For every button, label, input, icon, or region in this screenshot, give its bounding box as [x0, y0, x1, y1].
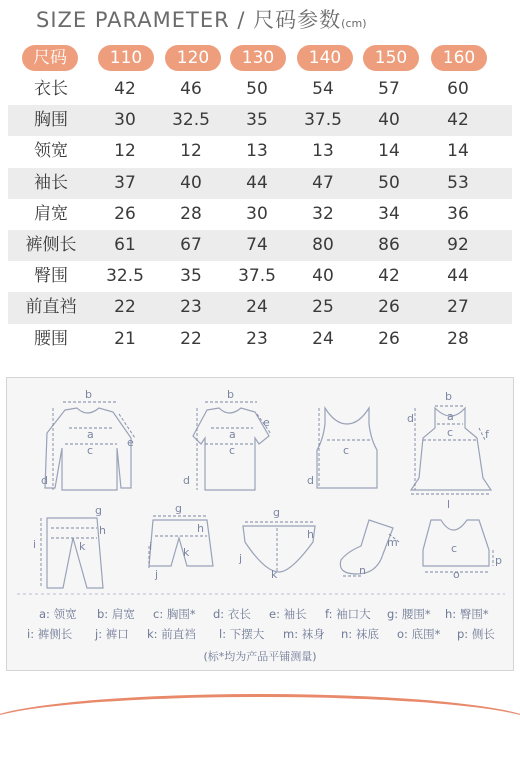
size-value: 14 — [378, 141, 400, 162]
size-row — [8, 199, 512, 230]
diagram-label: c — [87, 444, 94, 457]
diagram-label: g — [273, 506, 280, 519]
legend-item: e: 袖长 — [269, 607, 307, 621]
size-value: 46 — [180, 79, 202, 99]
size-value: 60 — [447, 79, 469, 99]
legend-item: j: 裤口 — [95, 627, 129, 641]
size-value: 22 — [114, 297, 136, 318]
size-value: 92 — [447, 234, 469, 255]
row-label: 前直裆 — [25, 297, 77, 318]
legend-item: h: 臀围* — [445, 607, 489, 621]
diagram-label: g — [175, 502, 182, 515]
page-title — [36, 4, 367, 34]
size-row — [8, 74, 512, 105]
diagram-label: k — [271, 568, 278, 581]
size-value: 13 — [312, 141, 334, 162]
size-value: 26 — [114, 203, 136, 224]
legend-item: p: 侧长 — [457, 627, 495, 641]
size-value: 23 — [246, 328, 268, 349]
legend-item: m: 袜身 — [283, 627, 325, 641]
diagram-label: i — [149, 540, 153, 553]
diagram-label: a — [229, 428, 236, 441]
size-value: 50 — [246, 79, 268, 99]
size-value: 21 — [114, 328, 136, 349]
diagram-label: e — [263, 416, 270, 429]
size-value: 28 — [447, 328, 469, 349]
diagram-label: e — [127, 436, 134, 449]
legend-item: n: 袜底 — [341, 627, 379, 641]
title-main: SIZE PARAMETER / 尺码参数 — [36, 8, 342, 32]
size-120: 120 — [165, 45, 221, 71]
diagram-label: b — [227, 388, 234, 401]
diagram-label: h — [307, 528, 314, 541]
title-unit: (cm) — [341, 17, 367, 30]
size-value: 67 — [180, 234, 202, 255]
row-label: 胸围 — [34, 110, 68, 131]
diagram-label: l — [447, 498, 451, 511]
decorative-arc — [0, 694, 520, 757]
size-value: 30 — [246, 203, 268, 224]
size-value: 26 — [378, 297, 400, 318]
size-value: 42 — [114, 79, 136, 99]
diagram-label: d — [307, 474, 314, 487]
size-value: 40 — [378, 110, 400, 131]
size-value: 32.5 — [106, 266, 144, 287]
size-value: 12 — [180, 141, 202, 162]
diagram-label: b — [445, 390, 452, 403]
size-table — [8, 42, 512, 355]
diagram-label: k — [79, 540, 86, 553]
garment-diagram-panel — [6, 377, 514, 671]
size-value: 40 — [180, 172, 202, 193]
size-value: 23 — [180, 297, 202, 318]
size-value: 13 — [246, 141, 268, 162]
size-row — [8, 261, 512, 292]
diagram-label: j — [239, 552, 243, 565]
size-value: 14 — [447, 141, 469, 162]
diagram-label: j — [155, 568, 159, 581]
size-value: 57 — [378, 79, 400, 99]
size-value: 22 — [180, 328, 202, 349]
diagram-label: p — [495, 554, 502, 567]
row-label: 领宽 — [34, 141, 68, 162]
size-160: 160 — [431, 45, 487, 71]
size-value: 25 — [312, 297, 334, 318]
size-140: 140 — [297, 45, 353, 71]
diagram-label: d — [407, 412, 414, 425]
size-corner-label: 尺码 — [22, 45, 78, 71]
size-value: 47 — [312, 172, 334, 193]
size-value: 37.5 — [238, 266, 276, 287]
legend-item: a: 领宽 — [39, 607, 77, 621]
size-value: 44 — [447, 266, 469, 287]
legend-item: f: 袖口大 — [325, 607, 371, 621]
size-value: 42 — [447, 110, 469, 131]
diagram-label: g — [95, 504, 102, 517]
size-value: 24 — [246, 297, 268, 318]
legend-item: g: 腰围* — [387, 607, 431, 621]
size-value: 37.5 — [304, 110, 342, 131]
size-value: 34 — [378, 203, 400, 224]
size-row — [8, 168, 512, 199]
size-value: 36 — [447, 203, 469, 224]
row-label: 袖长 — [34, 172, 68, 193]
size-value: 32.5 — [172, 110, 210, 131]
size-value: 80 — [312, 234, 334, 255]
diagram-label: d — [183, 474, 190, 487]
legend-item: o: 底围* — [397, 627, 441, 641]
size-150: 150 — [363, 45, 419, 71]
size-value: 37 — [114, 172, 136, 193]
legend-item: l: 下摆大 — [219, 627, 265, 641]
diagram-label: c — [451, 542, 458, 555]
size-value: 74 — [246, 234, 268, 255]
diagram-label: b — [85, 388, 92, 401]
diagram-label: c — [447, 426, 454, 439]
legend-item: k: 前直裆 — [147, 627, 196, 641]
legend-item: d: 衣长 — [213, 607, 251, 621]
size-value: 26 — [378, 328, 400, 349]
size-row — [8, 292, 512, 323]
size-110: 110 — [98, 45, 154, 71]
briefs-outline — [243, 526, 315, 572]
size-value: 53 — [447, 172, 469, 193]
size-value: 35 — [180, 266, 202, 287]
row-label: 臀围 — [34, 266, 68, 287]
sock-outline — [340, 520, 393, 574]
size-row — [8, 105, 512, 136]
size-value: 32 — [312, 203, 334, 224]
size-value: 28 — [180, 203, 202, 224]
row-label: 裤侧长 — [25, 234, 77, 255]
size-row — [8, 324, 512, 355]
diagram-label: o — [453, 568, 460, 581]
size-value: 27 — [447, 297, 469, 318]
diagram-label: d — [41, 474, 48, 487]
diagram-label: n — [359, 564, 366, 577]
size-value: 42 — [378, 266, 400, 287]
diagram-label: h — [197, 522, 204, 535]
size-header-row — [8, 42, 512, 74]
size-value: 61 — [114, 234, 136, 255]
legend-item: c: 胸围* — [153, 607, 196, 621]
size-row — [8, 230, 512, 261]
size-value: 50 — [378, 172, 400, 193]
row-label: 腰围 — [34, 328, 68, 349]
size-value: 54 — [312, 79, 334, 99]
size-value: 40 — [312, 266, 334, 287]
diagram-label: f — [485, 428, 489, 441]
size-value: 12 — [114, 141, 136, 162]
row-label: 衣长 — [34, 79, 68, 99]
diagram-label: c — [229, 444, 236, 457]
trousers-outline — [47, 518, 103, 588]
diagram-label: i — [33, 538, 37, 551]
legend-item: i: 裤侧长 — [27, 627, 73, 641]
measurement-note: (标*均为产品平铺测量) — [203, 650, 317, 663]
size-value: 30 — [114, 110, 136, 131]
diagram-label: k — [183, 546, 190, 559]
size-value: 24 — [312, 328, 334, 349]
size-value: 35 — [246, 110, 268, 131]
diagram-label: m — [387, 536, 398, 549]
diagram-label: a — [447, 410, 454, 423]
diagram-label: h — [99, 524, 106, 537]
size-value: 44 — [246, 172, 268, 193]
row-label: 肩宽 — [34, 203, 68, 224]
diagram-label: a — [87, 428, 94, 441]
legend-item: b: 肩宽 — [97, 607, 135, 621]
size-value: 86 — [378, 234, 400, 255]
size-row — [8, 136, 512, 167]
size-130: 130 — [230, 45, 286, 71]
diagram-label: c — [343, 444, 350, 457]
